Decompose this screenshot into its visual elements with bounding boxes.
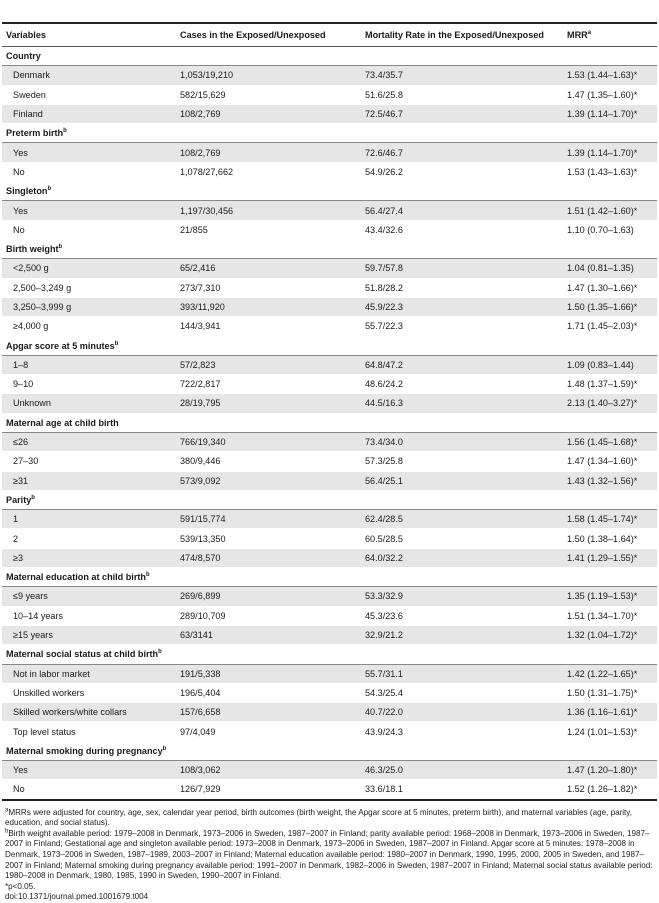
cell-cases: 108/2,769 [176, 104, 361, 123]
cell-cases: 289/10,709 [176, 606, 361, 625]
group-label-text: Maternal smoking during pregnancy [6, 745, 163, 756]
cell-mortality: 72.5/46.7 [361, 104, 563, 123]
cell-mrr: 1.51 (1.42–1.60)* [563, 201, 657, 220]
cell-cases: 21/855 [176, 220, 361, 239]
table-row [2, 143, 657, 162]
header-row [2, 24, 657, 47]
cell-mrr: 1.04 (0.81–1.35) [563, 259, 657, 278]
group-label-text: Birth weight [6, 244, 59, 255]
cell-cases: 157/6,658 [176, 703, 361, 722]
cell-mrr: 1.10 (0.70–1.63) [563, 220, 657, 239]
group-label-sup: b [58, 244, 63, 251]
cell-mrr: 1.48 (1.37–1.59)* [563, 375, 657, 394]
group-label [2, 568, 657, 587]
table-row [2, 104, 657, 123]
cell-mrr: 1.32 (1.04–1.72)* [563, 625, 657, 644]
cell-mortality: 45.9/22.3 [361, 297, 563, 316]
group-row [2, 490, 657, 509]
table-row [2, 471, 657, 490]
cell-mortality: 48.6/24.2 [361, 375, 563, 394]
footnote-b-text: Birth weight available period: 1979–2008 in Denmark, 1973–2006 in Sweden, 1987–2007 in Finland; parity available period: 1968–2008 in Denmark, 1973–2006 in Sweden, 1987–2007 in Finland; Gestational age and singleton available period: 1973–2008 in Denmark, 1973–2006 in Sweden, 1987–2007 in Finland. Apgar score at 5 minutes: 1978–2008 in Denmark, 1973–2006 in Sweden, 1987–1989, 2003–2007 in Finland; Maternal education available period: 1980–2007 in Denmark, 1990, 1995, 2000, 2005 in Sweden, and 1987–2007 in Finland; Maternal smoking during pregnancy available period: 1991–2007 in Denmark, 1982–2006 in Sweden, 1987–2007 in Finland; Maternal social status available period: 1980–2008 in Denmark, 1980, 1985, 1990 in Sweden, 1990–2007 in Finland. [5, 828, 653, 881]
cell-mrr: 1.47 (1.20–1.80)* [563, 760, 657, 779]
cell-mrr: 1.71 (1.45–2.03)* [563, 317, 657, 336]
cell-mrr: 1.43 (1.32–1.56)* [563, 471, 657, 490]
cell-cases: 722/2,817 [176, 375, 361, 394]
cell-cases: 1,053/19,210 [176, 66, 361, 85]
group-label-text: Parity [6, 494, 32, 505]
group-label-text: Maternal education at child birth [6, 572, 146, 583]
group-label [2, 413, 657, 432]
footnote-a-text: MRRs were adjusted for country, age, sex, calendar year period, birth outcomes (birth weight, the Apgar score at 5 minutes, preterm birth), and maternal variables (age, parity, education, and social status). [5, 807, 633, 828]
cell-mortality: 62.4/28.5 [361, 510, 563, 529]
cell-cases: 539/13,350 [176, 529, 361, 548]
cell-cases: 28/19,795 [176, 394, 361, 413]
cell-cases: 57/2,823 [176, 355, 361, 374]
cell-mrr: 1.50 (1.31–1.75)* [563, 683, 657, 702]
cell-mrr: 1.47 (1.30–1.66)* [563, 278, 657, 297]
cell-mrr: 1.47 (1.35–1.60)* [563, 85, 657, 104]
table-body [2, 47, 657, 800]
header-mortality: Mortality Rate in the Exposed/Unexposed [361, 24, 563, 47]
cell-cases: 393/11,920 [176, 297, 361, 316]
table-row [2, 355, 657, 374]
group-label [2, 182, 657, 201]
group-label-sup: b [31, 494, 35, 501]
cell-cases: 97/4,049 [176, 722, 361, 741]
cell-mortality: 57.3/25.8 [361, 452, 563, 471]
footnote-b-sup: b [5, 828, 9, 835]
group-row [2, 336, 657, 355]
table-row [2, 510, 657, 529]
cell-mortality: 45.3/23.6 [361, 606, 563, 625]
cell-variable: 2,500–3,249 g [2, 278, 176, 297]
cell-mrr: 1.51 (1.34–1.70)* [563, 606, 657, 625]
group-label-sup: b [158, 649, 162, 656]
table-row [2, 703, 657, 722]
cell-cases: 63/3141 [176, 625, 361, 644]
table-row [2, 548, 657, 567]
cell-mrr: 1.50 (1.38–1.64)* [563, 529, 657, 548]
cell-mrr: 1.09 (0.83–1.44) [563, 355, 657, 374]
group-row [2, 239, 657, 258]
cell-variable: Finland [2, 104, 176, 123]
cell-variable: ≤26 [2, 432, 176, 451]
table-row [2, 394, 657, 413]
header-variables: Variables [2, 24, 176, 47]
header-mrr-label: MRR [567, 30, 588, 40]
cell-mortality: 73.4/35.7 [361, 66, 563, 85]
footnote-doi: doi:10.1371/journal.pmed.1001679.t004 [5, 892, 149, 902]
cell-mrr: 1.36 (1.16–1.61)* [563, 703, 657, 722]
cell-cases: 269/6,899 [176, 587, 361, 606]
cell-cases: 126/7,929 [176, 780, 361, 800]
cell-mortality: 54.3/25.4 [361, 683, 563, 702]
footnote-a [5, 808, 654, 829]
table-row [2, 220, 657, 239]
cell-mrr: 1.53 (1.43–1.63)* [563, 162, 657, 181]
cell-mrr: 1.56 (1.45–1.68)* [563, 432, 657, 451]
cell-mortality: 44.5/16.3 [361, 394, 563, 413]
cell-variable: No [2, 220, 176, 239]
cell-cases: 108/2,769 [176, 143, 361, 162]
cell-cases: 191/5,338 [176, 664, 361, 683]
table-row [2, 162, 657, 181]
results-table [2, 24, 657, 801]
group-label [2, 239, 657, 258]
table-row [2, 529, 657, 548]
group-label-sup: b [145, 572, 150, 579]
table-row [2, 317, 657, 336]
cell-mrr: 1.47 (1.34–1.60)* [563, 452, 657, 471]
group-label [2, 490, 657, 509]
cell-cases: 380/9,446 [176, 452, 361, 471]
cell-mortality: 33.6/18.1 [361, 780, 563, 800]
cell-mrr: 1.39 (1.14–1.70)* [563, 143, 657, 162]
cell-mortality: 51.6/25.8 [361, 85, 563, 104]
group-row [2, 568, 657, 587]
footnotes [2, 801, 657, 903]
cell-variable: 2 [2, 529, 176, 548]
cell-mrr: 1.35 (1.19–1.53)* [563, 587, 657, 606]
group-label-sup: b [162, 745, 167, 752]
group-row [2, 47, 657, 66]
cell-mortality: 64.0/32.2 [361, 548, 563, 567]
cell-cases: 573/9,092 [176, 471, 361, 490]
cell-mortality: 55.7/22.3 [361, 317, 563, 336]
cell-mrr: 1.50 (1.35–1.66)* [563, 297, 657, 316]
footnote-p: *p<0.05. [5, 881, 36, 891]
cell-mortality: 51.8/28.2 [361, 278, 563, 297]
cell-variable: ≥31 [2, 471, 176, 490]
cell-variable: No [2, 780, 176, 800]
cell-cases: 582/15,629 [176, 85, 361, 104]
group-label-sup: b [47, 186, 52, 193]
table-row [2, 664, 657, 683]
table-row [2, 66, 657, 85]
cell-cases: 766/19,340 [176, 432, 361, 451]
table-row [2, 587, 657, 606]
cell-mrr: 1.39 (1.14–1.70)* [563, 104, 657, 123]
cell-mrr: 2.13 (1.40–3.27)* [563, 394, 657, 413]
cell-mortality: 73.4/34.0 [361, 432, 563, 451]
cell-cases: 108/3,062 [176, 760, 361, 779]
cell-mrr: 1.42 (1.22–1.65)* [563, 664, 657, 683]
table-row [2, 85, 657, 104]
cell-variable: Unknown [2, 394, 176, 413]
group-label-text: Apgar score at 5 minutes [6, 340, 115, 351]
group-label-text: Preterm birth [6, 128, 64, 139]
table-row [2, 780, 657, 800]
cell-variable: Yes [2, 143, 176, 162]
table-row [2, 625, 657, 644]
group-label-sup: b [114, 340, 119, 347]
cell-variable: Skilled workers/white collars [2, 703, 176, 722]
cell-mortality: 56.4/25.1 [361, 471, 563, 490]
group-label [2, 47, 657, 66]
table-row [2, 297, 657, 316]
cell-variable: Unskilled workers [2, 683, 176, 702]
table-row [2, 375, 657, 394]
cell-mortality: 43.4/32.6 [361, 220, 563, 239]
cell-variable: Sweden [2, 85, 176, 104]
cell-cases: 196/5,404 [176, 683, 361, 702]
footnote-a-sup: a [5, 806, 9, 813]
cell-mortality: 72.6/46.7 [361, 143, 563, 162]
group-label-text: Singleton [6, 186, 48, 197]
table-row [2, 452, 657, 471]
group-label [2, 124, 657, 143]
table-row [2, 432, 657, 451]
table-row [2, 683, 657, 702]
cell-mrr: 1.52 (1.26–1.82)* [563, 780, 657, 800]
cell-cases: 1,078/27,662 [176, 162, 361, 181]
cell-cases: 65/2,416 [176, 259, 361, 278]
cell-variable: No [2, 162, 176, 181]
cell-mortality: 46.3/25.0 [361, 760, 563, 779]
group-label [2, 645, 657, 664]
cell-mortality: 40.7/22.0 [361, 703, 563, 722]
cell-mortality: 43.9/24.3 [361, 722, 563, 741]
cell-mortality: 55.7/31.1 [361, 664, 563, 683]
cell-mrr: 1.53 (1.44–1.63)* [563, 66, 657, 85]
group-label-text: Maternal social status at child birth [6, 649, 159, 660]
cell-variable: Not in labor market [2, 664, 176, 683]
cell-mortality: 60.5/28.5 [361, 529, 563, 548]
table-row [2, 201, 657, 220]
group-row [2, 182, 657, 201]
cell-mortality: 54.9/26.2 [361, 162, 563, 181]
cell-variable: Yes [2, 201, 176, 220]
cell-mortality: 56.4/27.4 [361, 201, 563, 220]
group-row [2, 741, 657, 760]
cell-mrr: 1.41 (1.29–1.55)* [563, 548, 657, 567]
cell-variable: ≥15 years [2, 625, 176, 644]
table-row [2, 259, 657, 278]
header-mrr-sup: a [587, 29, 592, 36]
table-row [2, 278, 657, 297]
cell-variable: Denmark [2, 66, 176, 85]
cell-variable: 27–30 [2, 452, 176, 471]
cell-mrr: 1.24 (1.01–1.53)* [563, 722, 657, 741]
cell-variable: 1–8 [2, 355, 176, 374]
cell-cases: 1,197/30,456 [176, 201, 361, 220]
cell-mortality: 64.8/47.2 [361, 355, 563, 374]
cell-variable: ≥4,000 g [2, 317, 176, 336]
header-mrr [563, 24, 657, 47]
table-row [2, 760, 657, 779]
cell-variable: Yes [2, 760, 176, 779]
group-row [2, 413, 657, 432]
table-row [2, 606, 657, 625]
cell-cases: 474/8,570 [176, 548, 361, 567]
cell-cases: 591/15,774 [176, 510, 361, 529]
footnote-b [5, 829, 654, 882]
group-label [2, 336, 657, 355]
cell-variable: 9–10 [2, 375, 176, 394]
cell-variable: 10–14 years [2, 606, 176, 625]
cell-cases: 273/7,310 [176, 278, 361, 297]
group-label-text: Country [6, 51, 41, 62]
cell-mortality: 59.7/57.8 [361, 259, 563, 278]
cell-variable: <2,500 g [2, 259, 176, 278]
group-row [2, 645, 657, 664]
cell-mortality: 53.3/32.9 [361, 587, 563, 606]
group-label [2, 741, 657, 760]
group-label-sup: b [63, 128, 67, 135]
cell-variable: ≤9 years [2, 587, 176, 606]
top-rule [2, 0, 657, 24]
table-row [2, 722, 657, 741]
cell-variable: Top level status [2, 722, 176, 741]
cell-variable: ≥3 [2, 548, 176, 567]
cell-mrr: 1.58 (1.45–1.74)* [563, 510, 657, 529]
group-label-text: Maternal age at child birth [6, 417, 119, 428]
group-row [2, 124, 657, 143]
cell-variable: 1 [2, 510, 176, 529]
cell-mortality: 32.9/21.2 [361, 625, 563, 644]
cell-variable: 3,250–3,999 g [2, 297, 176, 316]
cell-cases: 144/3,941 [176, 317, 361, 336]
header-cases: Cases in the Exposed/Unexposed [176, 24, 361, 47]
